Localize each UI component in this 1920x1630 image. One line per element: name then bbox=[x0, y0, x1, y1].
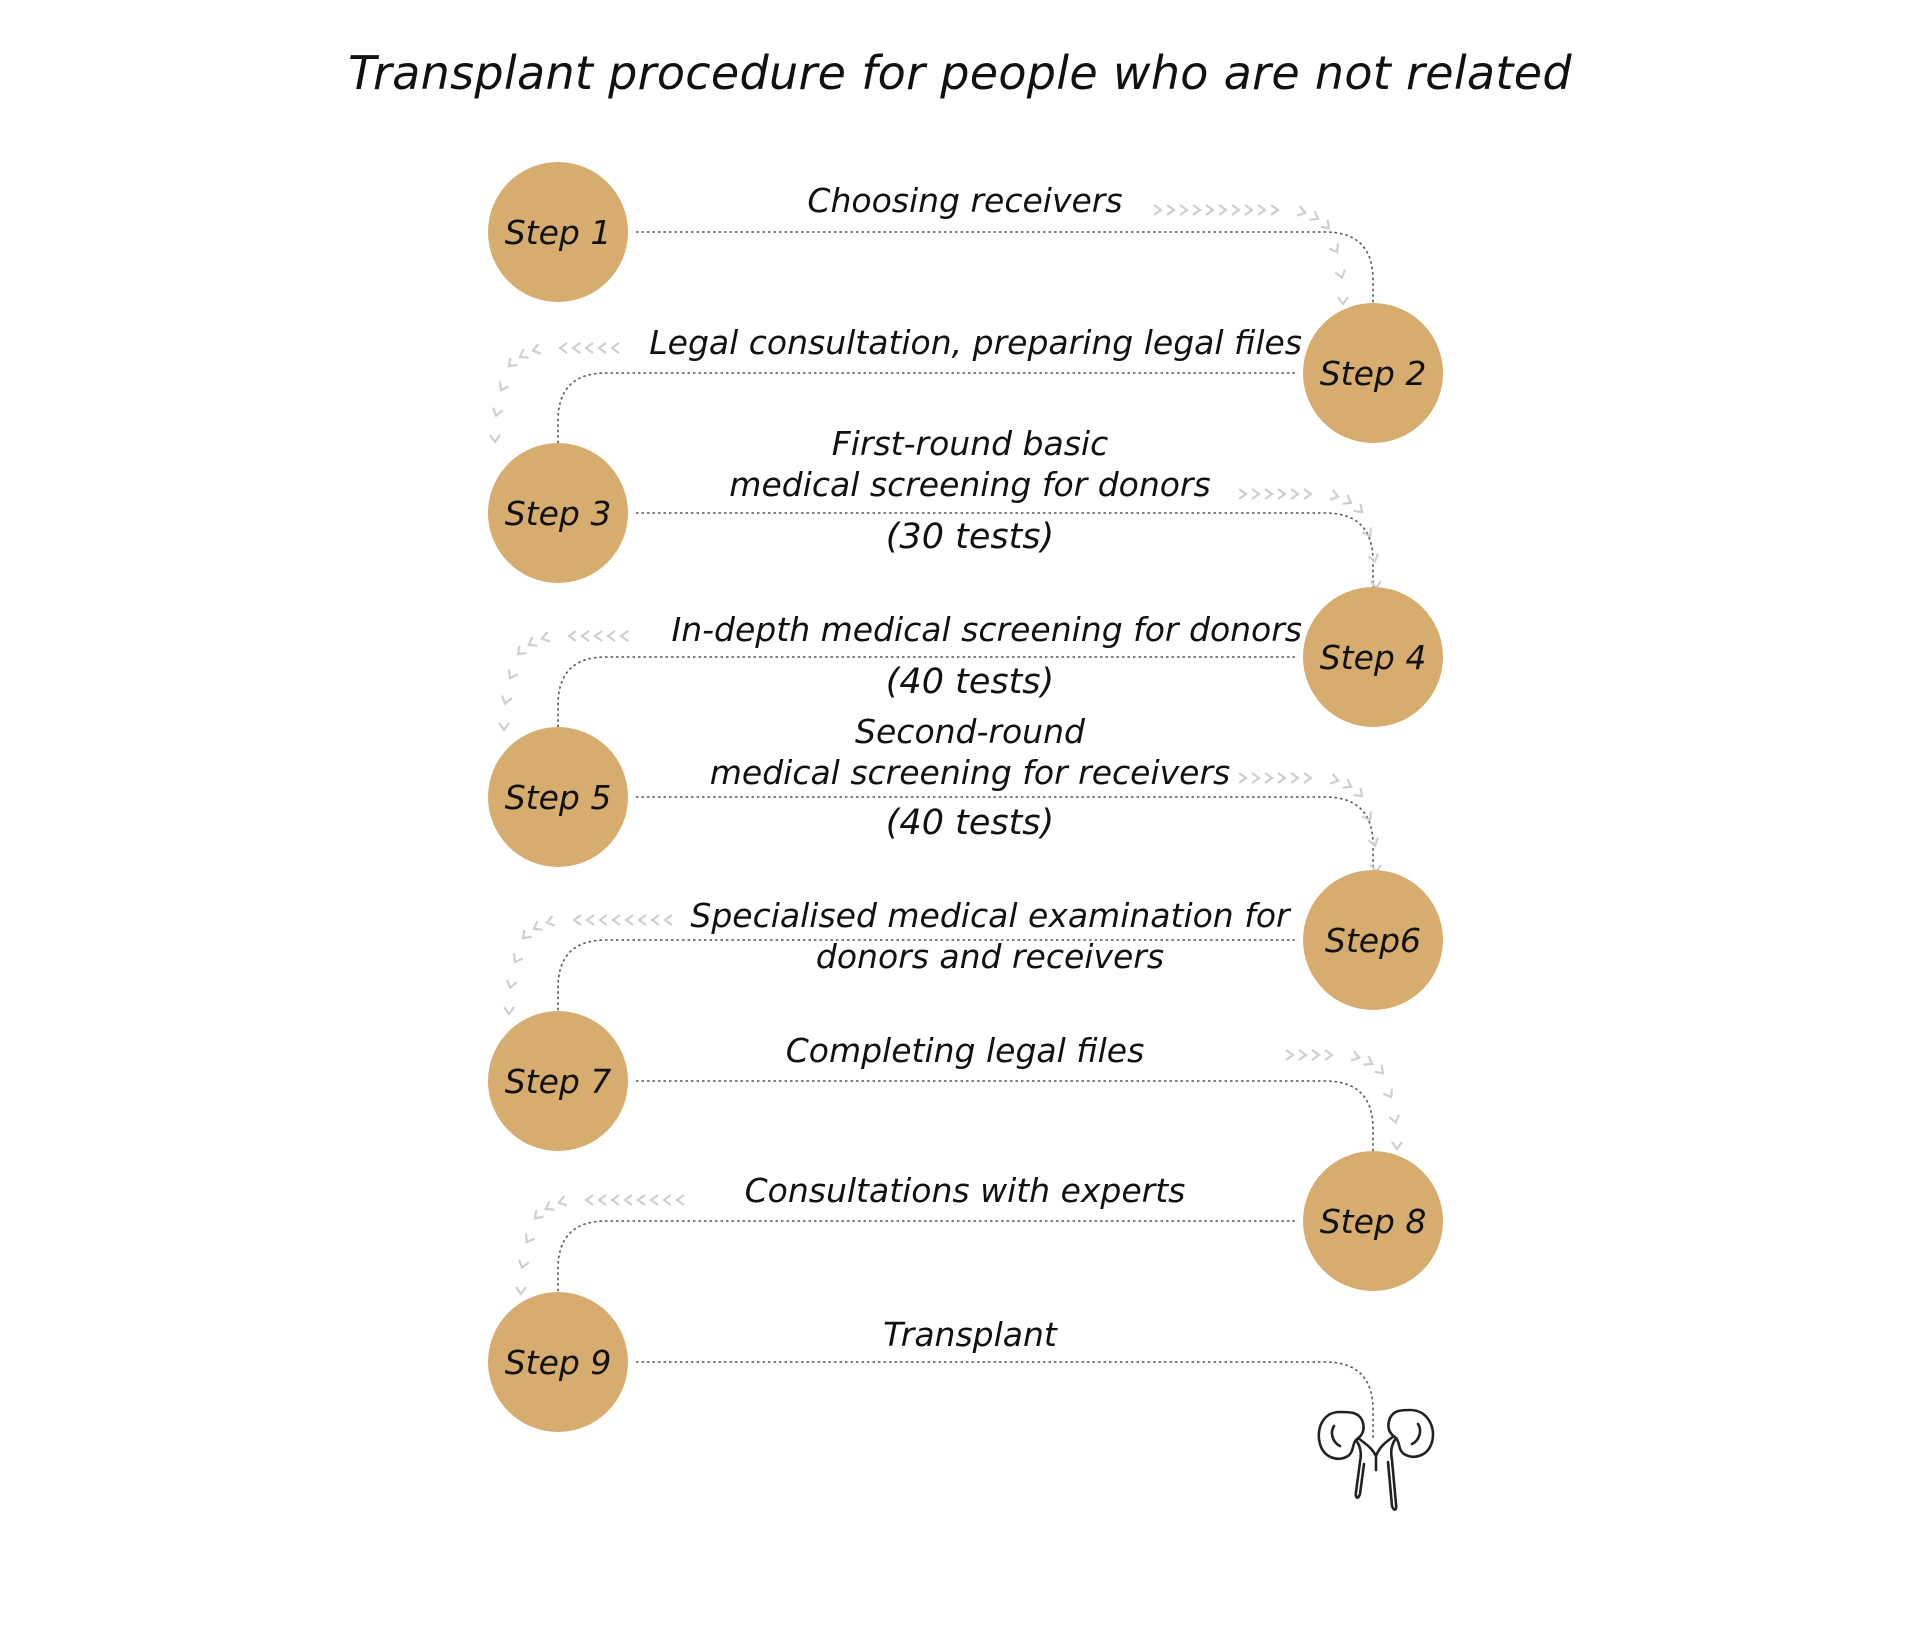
transition-1-label bbox=[720, 180, 1210, 221]
chevron-4-8 bbox=[506, 670, 518, 681]
step-5-label: Step 5 bbox=[504, 777, 612, 817]
step-4-label: Step 4 bbox=[1319, 637, 1427, 677]
chevron-8-2 bbox=[651, 1195, 658, 1205]
step-1-circle bbox=[488, 162, 628, 302]
transition-9-label bbox=[760, 1314, 1180, 1355]
chevron-6-11 bbox=[511, 954, 523, 965]
chevron-8-0 bbox=[677, 1195, 684, 1205]
chevron-8-13 bbox=[516, 1287, 526, 1294]
chevron-2-10 bbox=[490, 435, 500, 442]
kidneys-icon bbox=[1312, 1400, 1442, 1525]
chevron-3-5 bbox=[1304, 489, 1311, 499]
chevron-trail-8 bbox=[516, 1195, 684, 1294]
chevron-6-12 bbox=[505, 980, 516, 989]
chevron-4-7 bbox=[514, 646, 526, 658]
transition-5-note: (40 tests) bbox=[885, 803, 1055, 843]
chevron-2-7 bbox=[505, 358, 517, 370]
chevron-7-5 bbox=[1364, 1056, 1375, 1068]
chevron-4-10 bbox=[499, 723, 509, 730]
chevron-5-5 bbox=[1304, 773, 1311, 783]
transition-6-line-1: Specialised medical examination for bbox=[690, 896, 1290, 935]
transition-8-label bbox=[700, 1170, 1230, 1211]
step-9-label: Step 9 bbox=[504, 1342, 612, 1382]
step-8-circle bbox=[1303, 1151, 1443, 1291]
chevron-1-7 bbox=[1245, 205, 1252, 215]
chevron-7-3 bbox=[1325, 1050, 1332, 1060]
chevron-6-8 bbox=[546, 916, 555, 927]
step-1-label: Step 1 bbox=[504, 212, 612, 252]
transition-3-note: (30 tests) bbox=[885, 517, 1055, 557]
transition-5-label bbox=[640, 711, 1300, 793]
connector-8-to-9 bbox=[558, 1221, 1295, 1292]
step-9-circle bbox=[488, 1292, 628, 1432]
chevron-7-1 bbox=[1299, 1050, 1306, 1060]
chevron-3-6 bbox=[1330, 490, 1339, 501]
chevron-4-6 bbox=[526, 637, 537, 649]
transition-6-line-2: donors and receivers bbox=[815, 937, 1165, 976]
connector-7-to-8 bbox=[636, 1081, 1373, 1151]
chevron-8-11 bbox=[523, 1234, 535, 1245]
chevron-2-8 bbox=[497, 382, 509, 393]
chevron-8-10 bbox=[531, 1210, 543, 1222]
step-4-circle bbox=[1303, 587, 1443, 727]
transition-4-label bbox=[560, 609, 1302, 650]
step-8-label: Step 8 bbox=[1319, 1201, 1427, 1241]
transition-5-line-2: medical screening for receivers bbox=[709, 753, 1231, 792]
transition-7-line-1: Completing legal files bbox=[785, 1031, 1145, 1070]
transition-5-line-1: Second-round bbox=[855, 712, 1085, 751]
chevron-6-4 bbox=[613, 915, 620, 925]
chevron-2-5 bbox=[532, 344, 541, 355]
chevron-5-10 bbox=[1368, 838, 1379, 847]
step-5-circle bbox=[488, 727, 628, 867]
transition-1-line-1: Choosing receivers bbox=[807, 181, 1123, 220]
chevron-7-9 bbox=[1392, 1142, 1402, 1149]
chevron-8-5 bbox=[612, 1195, 619, 1205]
chevron-6-7 bbox=[574, 915, 581, 925]
step-2-label: Step 2 bbox=[1319, 353, 1427, 393]
transition-3-line-1: First-round basic bbox=[831, 424, 1109, 463]
chevron-6-6 bbox=[587, 915, 594, 925]
chevron-8-6 bbox=[599, 1195, 606, 1205]
chevron-6-9 bbox=[531, 921, 542, 933]
chevron-6-10 bbox=[519, 930, 531, 942]
chevron-1-15 bbox=[1338, 297, 1348, 304]
connector-1-to-2 bbox=[636, 232, 1373, 303]
chevron-4-5 bbox=[541, 632, 550, 643]
transition-9-line-1: Transplant bbox=[883, 1315, 1057, 1354]
transition-2-label bbox=[560, 322, 1302, 363]
transition-3-line-2: medical screening for donors bbox=[729, 465, 1211, 504]
chevron-7-6 bbox=[1375, 1065, 1387, 1077]
chevron-5-8 bbox=[1354, 788, 1366, 800]
chevron-7-4 bbox=[1351, 1051, 1360, 1062]
transition-4-note: (40 tests) bbox=[885, 662, 1055, 702]
chevron-2-6 bbox=[517, 349, 528, 361]
chevron-1-13 bbox=[1329, 244, 1341, 255]
chevron-7-2 bbox=[1312, 1050, 1319, 1060]
step-3-label: Step 3 bbox=[504, 493, 612, 533]
chevron-5-7 bbox=[1343, 779, 1354, 791]
chevron-3-8 bbox=[1354, 504, 1366, 516]
chevron-2-9 bbox=[491, 408, 502, 417]
chevron-8-1 bbox=[664, 1195, 671, 1205]
chevron-1-9 bbox=[1271, 205, 1278, 215]
chevron-3-10 bbox=[1368, 554, 1379, 563]
chevron-trail-7 bbox=[1286, 1050, 1402, 1149]
step-7-label: Step 7 bbox=[504, 1061, 612, 1101]
chevron-1-6 bbox=[1232, 205, 1239, 215]
chevron-1-8 bbox=[1258, 205, 1265, 215]
step-6-label: Step6 bbox=[1324, 920, 1422, 960]
transition-6-label bbox=[640, 895, 1340, 977]
chevron-1-14 bbox=[1335, 270, 1346, 279]
transition-3-label bbox=[640, 423, 1300, 505]
chevron-8-3 bbox=[638, 1195, 645, 1205]
chevron-8-4 bbox=[625, 1195, 632, 1205]
step-2-circle bbox=[1303, 303, 1443, 443]
chevron-7-7 bbox=[1383, 1089, 1395, 1100]
chevron-6-3 bbox=[626, 915, 633, 925]
transition-4-line-1: In-depth medical screening for donors bbox=[671, 610, 1302, 649]
chevron-7-8 bbox=[1389, 1115, 1400, 1124]
chevron-1-5 bbox=[1219, 205, 1226, 215]
chevron-6-13 bbox=[504, 1007, 514, 1014]
chevron-5-6 bbox=[1330, 774, 1339, 785]
chevron-8-9 bbox=[543, 1201, 554, 1213]
step-7-circle bbox=[488, 1011, 628, 1151]
transition-2-line-1: Legal consultation, preparing legal files bbox=[649, 323, 1302, 362]
chevron-8-7 bbox=[586, 1195, 593, 1205]
chevron-4-9 bbox=[500, 696, 511, 705]
step-3-circle bbox=[488, 443, 628, 583]
chevron-1-10 bbox=[1297, 206, 1306, 217]
chevron-7-0 bbox=[1286, 1050, 1293, 1060]
chevron-8-8 bbox=[558, 1196, 567, 1207]
chevron-8-12 bbox=[517, 1260, 528, 1269]
connector-9-to-10 bbox=[636, 1362, 1373, 1440]
chevron-3-7 bbox=[1343, 495, 1354, 507]
chevron-1-12 bbox=[1321, 220, 1333, 232]
transition-7-label bbox=[720, 1030, 1210, 1071]
diagram-title: Transplant procedure for people who are not related bbox=[348, 46, 1572, 100]
chevron-6-5 bbox=[600, 915, 607, 925]
transition-8-line-1: Consultations with experts bbox=[744, 1171, 1186, 1210]
chevron-1-11 bbox=[1310, 211, 1321, 223]
